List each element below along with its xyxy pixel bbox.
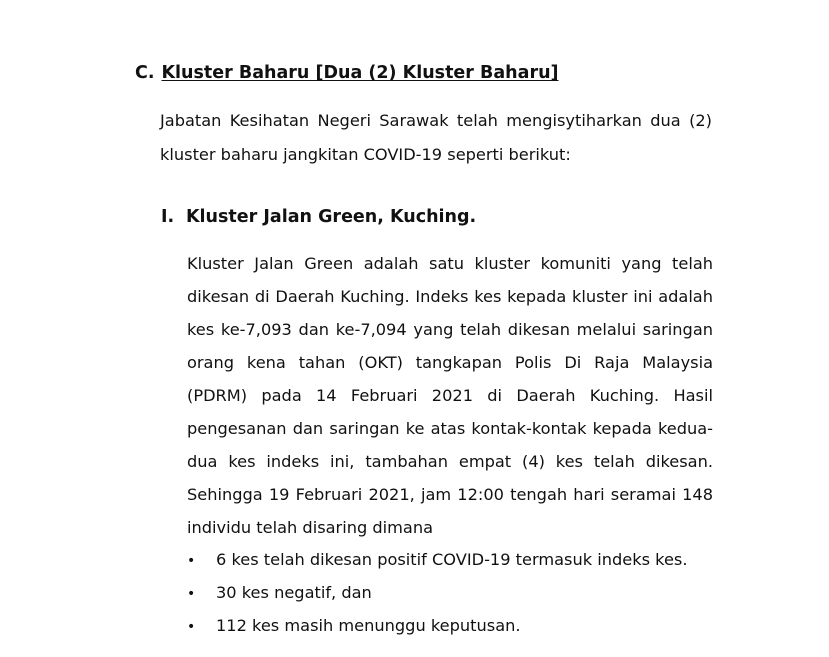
list-item-text: 112 kes masih menunggu keputusan. (216, 616, 521, 635)
list-item (187, 543, 688, 576)
section-number: C. (135, 63, 155, 83)
section-intro-paragraph: Jabatan Kesihatan Negeri Sarawak telah mengisytiharkan dua (2) kluster baharu jangkitan COVID-19 seperti berikut: (160, 111, 712, 164)
bullet-icon: • (187, 619, 196, 635)
list-item-text: 6 kes telah dikesan positif COVID-19 termasuk indeks kes. (216, 550, 688, 569)
section-title: Kluster Baharu [Dua (2) Kluster Baharu] (161, 63, 559, 83)
cluster-description-paragraph: Kluster Jalan Green adalah satu kluster komuniti yang telah dikesan di Daerah Kuching. Indeks kes kepada kluster ini adalah kes ke-7,093 dan ke-7,094 yang telah dikesan melalui saringan orang kena tahan (OKT) tangkapan Polis Di Raja Malaysia (PDRM) pada 14 Februari 2021 di Daerah Kuching. Hasil pengesanan dan saringan ke atas kontak-kontak kepada kedua-dua kes indeks ini, tambahan empat (4) kes telah dikesan. Sehingga 19 Februari 2021, jam 12:00 tengah hari seramai 148 individu telah disaring dimana (187, 254, 713, 537)
section-heading (135, 63, 559, 83)
bullet-icon: • (187, 586, 196, 602)
list-item-text: 30 kes negatif, dan (216, 583, 372, 602)
list-item (187, 576, 688, 609)
cluster-title: Kluster Jalan Green, Kuching. (186, 207, 477, 227)
list-item (187, 609, 688, 642)
cluster-number: I. (161, 207, 175, 227)
bullet-icon: • (187, 553, 196, 569)
cluster-heading (161, 207, 476, 227)
cluster-results-list (187, 543, 688, 642)
